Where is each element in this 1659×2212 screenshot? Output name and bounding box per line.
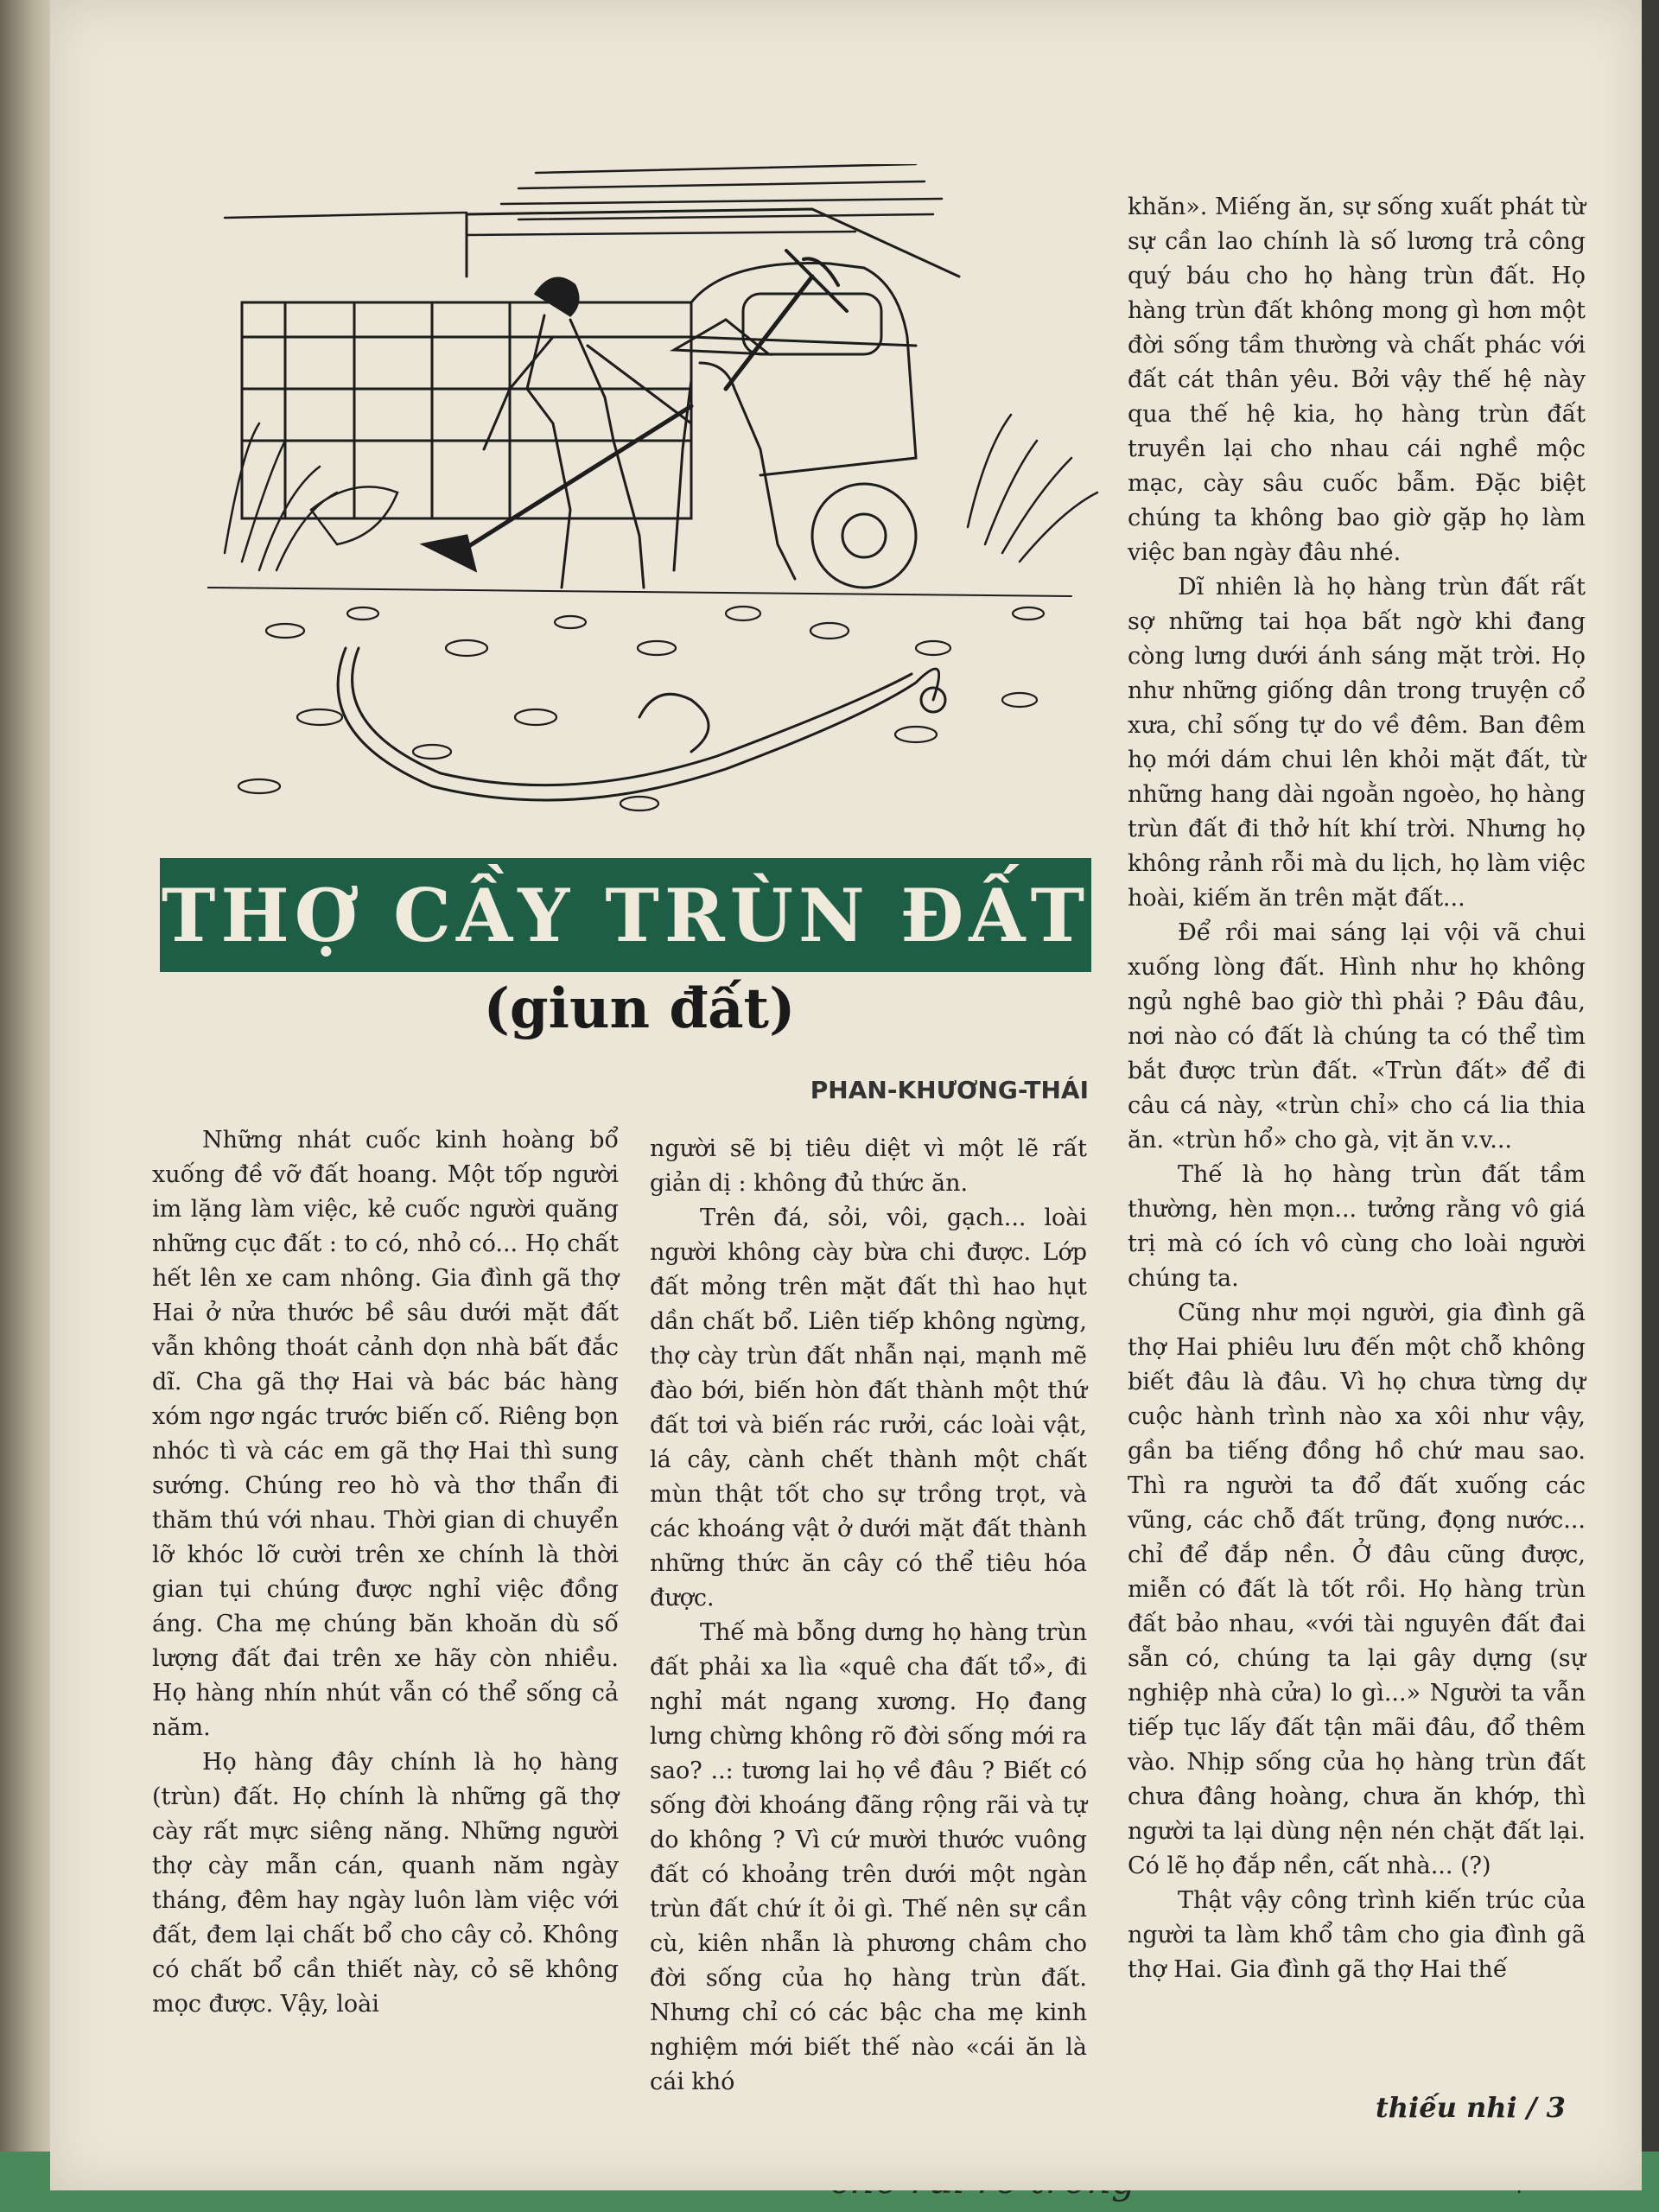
sky-hatching [225, 164, 942, 235]
text-column-2 [650, 1132, 1087, 2100]
paragraph: Dĩ nhiên là họ hàng trùn đất rất sợ những tai họa bất ngờ khi đang còng lưng dưới ánh sáng mặt trời. Họ như những giống dân trong truyện cổ xưa, chỉ sống tự do về đêm. Ban đêm họ mới dám chui lên khỏi mặt đất, từ những hang dài ngoằn ngoèo, họ hàng trùn đất đi thở hít khí trời. Nhưng họ không rảnh rỗi mà du lịch, họ làm việc hoài, kiếm ăn trên mặt đất... [1128, 574, 1586, 912]
paragraph: Thật vậy công trình kiến trúc của người ta làm khổ tâm cho gia đình gã thợ Hai. Gia đình gã thợ Hai thế [1128, 1887, 1586, 1983]
earthworm [338, 648, 945, 800]
title-banner [160, 858, 1091, 972]
paragraph: người sẽ bị tiêu diệt vì một lẽ rất giản dị : không đủ thức ăn. [650, 1135, 1087, 1197]
article-title: THỢ CẦY TRÙN ĐẤT [161, 872, 1090, 958]
text-column-1 [152, 1123, 619, 2022]
paragraph: Cũng như mọi người, gia đình gã thợ Hai phiêu lưu đến một chỗ không biết đâu là đâu. Vì họ chưa từng dự cuộc hành trình nào xa xôi như vậy, gần ba tiếng đồng hồ chứ mau sao. Thì ra người ta đổ đất xuống các vũng, các chỗ đất trũng, đọng nước... chỉ để đắp nền. Ở đâu cũng được, miễn có đất là tốt rồi. Họ hàng trùn đất bảo nhau, «với tài nguyên đất đai sẵn có, chúng ta lại gây dựng (sự nghiệp nhà cửa) lo gì...» Người ta vẫn tiếp tục lấy đất tận mãi đâu, đổ thêm vào. Nhịp sống của họ hàng trùn đất chưa đâng hoàng, chưa ăn khớp, thì người ta lại dùng nện nén chặt đất lại. Có lẽ họ đắp nền, cất nhà... (?) [1128, 1300, 1586, 1879]
paragraph: Để rồi mai sáng lại vội vã chui xuống lòng đất. Hình như họ không ngủ nghê bao giờ thì phải ? Đâu đâu, nơi nào có đất là chúng ta có thể tìm bắt được trùn đất. «Trùn đất» để đi câu cá này, «trùn chỉ» cho cá lia thia ăn. «trùn hổ» cho gà, vịt ăn v.v... [1128, 919, 1586, 1154]
paragraph: Những nhát cuốc kinh hoàng bổ xuống đề vỡ đất hoang. Một tốp người im lặng làm việc, kẻ cuốc người quăng những cục đất : to có, nhỏ có... Họ chất hết lên xe cam nhông. Gia đình gã thợ Hai ở nửa thước bề sâu dưới mặt đất vẫn không thoát cảnh dọn nhà bất đắc dĩ. Cha gã thợ Hai và bác bác hàng xóm ngơ ngác trước biến cố. Riêng bọn nhóc tì và các em gã thợ Hai thì sung sướng. Chúng reo hò và thơ thẩn đi thăm thú với nhau. Thời gian di chuyển lỡ khóc lỡ cười trên xe chính là thời gian tụi chúng được nghỉ việc đồng áng. Cha mẹ chúng băn khoăn dù số lượng đất đai trên xe hãy còn nhiều. Họ hàng nhín nhút vẫn có thể sống cả năm. [152, 1127, 619, 1741]
paragraph: Thế là họ hàng trùn đất tầm thường, hèn mọn... tưởng rằng vô giá trị mà có ích vô cùng cho loài người chúng ta. [1128, 1161, 1586, 1292]
illustration [207, 164, 1141, 847]
paragraph: Họ hàng đây chính là họ hàng (trùn) đất. Họ chính là những gã thợ cày rất mực siêng năng. Những người thợ cày mẫn cán, quanh năm ngày tháng, đêm hay ngày luôn làm việc với đất, đem lại chất bổ cho cây cỏ. Không có chất bổ cần thiết này, cỏ sẽ không mọc được. Vậy, loài [152, 1749, 619, 2018]
article-subtitle: (giun đất) [483, 976, 796, 1041]
paragraph: Thế mà bỗng dưng họ hàng trùn đất phải xa lìa «quê cha đất tổ», đi nghỉ mát ngang xương. Họ đang lưng chừng không rõ đời sống mới ra sao? ..: tương lai họ về đâu ? Biết có sống đời khoáng đãng rộng rãi và tự do không ? Vì cứ mười thước vuông đất có khoảng trên dưới một ngàn trùn đất chứ ít ỏi gì. Thế nên sự cần cù, kiên nhẫn là phương châm cho đời sống của họ hàng trùn đất. Nhưng chỉ có các bậc cha mẹ kinh nghiệm mới biết thế nào «cái ăn là cái khó [650, 1619, 1087, 2095]
page-footer: thiếu nhi / 3 [1376, 2091, 1566, 2124]
paragraph: Trên đá, sỏi, vôi, gạch... loài người không cày bừa chi được. Lớp đất mỏng trên mặt đất thì hao hụt dần chất bổ. Liên tiếp không ngừng, thợ cày trùn đất nhẫn nại, mạnh mẽ đào bới, biến hòn đất thành một thứ đất tơi và biến rác rưởi, các loài vật, lá cây, cành chết thành một chất mùn thật tốt cho sự trồng trọt, và các khoáng vật ở dưới mặt đất thành những thức ăn cây có thể tiêu hóa được. [650, 1205, 1087, 1611]
worker-right [674, 251, 847, 579]
truck [242, 264, 916, 588]
text-column-3 [1128, 190, 1586, 1987]
paragraph: khăn». Miếng ăn, sự sống xuất phát từ sự cần lao chính là số lương trả công quý báu cho họ hàng trùn đất. Họ hàng trùn đất không mong gì hơn một đời sống tầm thường và chất phác với đất cát thân yêu. Bởi vậy thế hệ này qua thế hệ kia, họ hàng trùn đất truyền lại cho nhau cái nghề mộc mạc, cày sâu cuốc bẫm. Đặc biệt chúng ta không bao giờ gặp họ làm việc ban ngày đâu nhé. [1128, 194, 1586, 566]
worker-left [423, 278, 691, 588]
article-author: PHAN-KHƯƠNG-THÁI [810, 1076, 1089, 1104]
